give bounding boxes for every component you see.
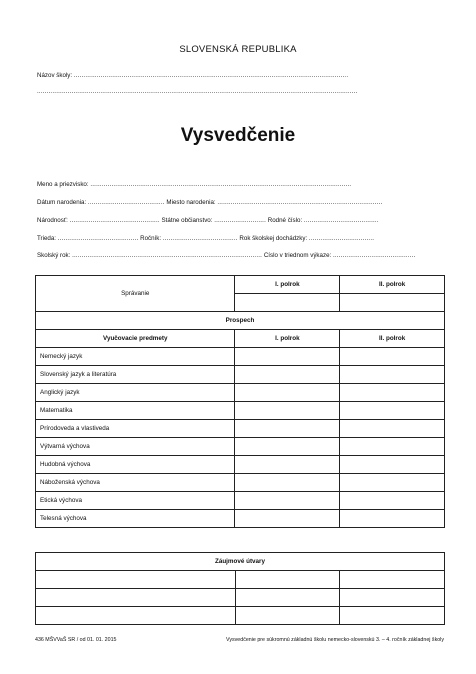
grade-cell-half1[interactable] bbox=[235, 474, 340, 492]
grade-cell-half2[interactable] bbox=[340, 456, 445, 474]
grade-cell-half2[interactable] bbox=[340, 402, 445, 420]
birth-place-label: Miesto narodenia: bbox=[166, 199, 216, 206]
grade-cell-half2[interactable] bbox=[340, 492, 445, 510]
behavior-label: Správanie bbox=[36, 276, 235, 312]
table-row bbox=[36, 420, 445, 438]
table-row bbox=[36, 510, 445, 528]
grades-table bbox=[35, 275, 445, 528]
grade-label: Ročník: bbox=[140, 235, 162, 242]
activity-half1-cell[interactable] bbox=[235, 589, 340, 607]
subject-name: Telesná výchova bbox=[36, 510, 235, 528]
behavior-half2-cell[interactable] bbox=[340, 294, 445, 312]
table-row bbox=[36, 366, 445, 384]
school-name-label: Názov školy: bbox=[37, 72, 73, 79]
behavior-half1-header: I. polrok bbox=[235, 276, 340, 294]
subject-name: Slovenský jazyk a literatúra bbox=[36, 366, 235, 384]
nationality-field[interactable]: ............................................... bbox=[69, 217, 160, 224]
school-year-field[interactable]: ................................................................................................... bbox=[72, 252, 263, 259]
subject-name: Náboženská výchova bbox=[36, 474, 235, 492]
behavior-half1-cell[interactable] bbox=[235, 294, 340, 312]
school-year-line bbox=[37, 252, 441, 260]
activities-heading: Záujmové útvary bbox=[36, 553, 445, 571]
fill-dots[interactable]: ............................................................................................................................................... bbox=[73, 72, 349, 79]
grade-cell-half1[interactable] bbox=[235, 366, 340, 384]
school-name-line-2[interactable]: ....................................................................................................................................................................... bbox=[37, 88, 358, 95]
birth-line bbox=[37, 199, 441, 207]
activity-half2-cell[interactable] bbox=[340, 607, 445, 625]
prospech-heading: Prospech bbox=[36, 312, 445, 330]
grade-cell-half1[interactable] bbox=[235, 438, 340, 456]
birth-place-field[interactable]: ...................................................................................... bbox=[217, 199, 383, 206]
grade-cell-half2[interactable] bbox=[340, 474, 445, 492]
table-row bbox=[36, 438, 445, 456]
register-number-field[interactable]: ........................................... bbox=[332, 252, 416, 259]
subject-name: Matematika bbox=[36, 402, 235, 420]
class-label: Trieda: bbox=[37, 235, 57, 242]
activity-cell[interactable] bbox=[36, 589, 236, 607]
class-field[interactable]: .......................................... bbox=[57, 235, 139, 242]
footer-right: Vysvedčenie pre súkromnú základnú školu nemecko-slovenskú 3. – 4. ročník základnej školy bbox=[226, 637, 444, 643]
grade-cell-half2[interactable] bbox=[340, 384, 445, 402]
grade-cell-half1[interactable] bbox=[235, 456, 340, 474]
subject-name: Prírodoveda a vlastiveda bbox=[36, 420, 235, 438]
table-row bbox=[36, 384, 445, 402]
name-label: Meno a priezvisko: bbox=[37, 181, 89, 188]
activity-cell[interactable] bbox=[36, 571, 236, 589]
subject-name: Výtvarná výchova bbox=[36, 438, 235, 456]
birth-number-label: Rodné číslo: bbox=[267, 217, 303, 224]
activities-table bbox=[35, 552, 445, 625]
nationality-line bbox=[37, 217, 441, 225]
grade-cell-half2[interactable] bbox=[340, 438, 445, 456]
grade-field[interactable]: ....................................... bbox=[162, 235, 238, 242]
table-row bbox=[36, 492, 445, 510]
subjects-header: Vyučovacie predmety bbox=[36, 330, 235, 348]
activity-cell[interactable] bbox=[36, 607, 236, 625]
grades-half2-header: II. polrok bbox=[340, 330, 445, 348]
activity-half2-cell[interactable] bbox=[340, 589, 445, 607]
activity-half1-cell[interactable] bbox=[235, 607, 340, 625]
grade-cell-half1[interactable] bbox=[235, 402, 340, 420]
document-title: Vysvedčenie bbox=[180, 125, 296, 146]
grade-cell-half2[interactable] bbox=[340, 366, 445, 384]
attendance-year-label: Rok školskej dochádzky: bbox=[239, 235, 308, 242]
birth-date-field[interactable]: ........................................ bbox=[87, 199, 165, 206]
name-line bbox=[37, 181, 441, 189]
grade-cell-half1[interactable] bbox=[235, 384, 340, 402]
subject-name: Hudobná výchova bbox=[36, 456, 235, 474]
table-row bbox=[36, 348, 445, 366]
subject-name: Etická výchova bbox=[36, 492, 235, 510]
grade-cell-half2[interactable] bbox=[340, 510, 445, 528]
birth-date-label: Dátum narodenia: bbox=[37, 199, 87, 206]
grade-cell-half2[interactable] bbox=[340, 420, 445, 438]
table-row bbox=[36, 474, 445, 492]
grade-cell-half1[interactable] bbox=[235, 348, 340, 366]
school-name-line bbox=[37, 72, 441, 80]
grade-cell-half1[interactable] bbox=[235, 420, 340, 438]
grade-cell-half1[interactable] bbox=[235, 510, 340, 528]
subject-name: Nemecký jazyk bbox=[36, 348, 235, 366]
birth-number-field[interactable]: ....................................... bbox=[303, 217, 379, 224]
table-row bbox=[36, 402, 445, 420]
class-line bbox=[37, 235, 441, 243]
table-row bbox=[36, 456, 445, 474]
nationality-label: Národnosť: bbox=[37, 217, 68, 224]
name-field[interactable]: ........................................................................................................................................ bbox=[90, 181, 352, 188]
table-row bbox=[36, 571, 445, 589]
grades-half1-header: I. polrok bbox=[235, 330, 340, 348]
activity-half2-cell[interactable] bbox=[340, 571, 445, 589]
school-year-label: Školský rok: bbox=[37, 252, 71, 259]
grade-cell-half1[interactable] bbox=[235, 492, 340, 510]
attendance-year-field[interactable]: .................................. bbox=[308, 235, 375, 242]
behavior-half2-header: II. polrok bbox=[340, 276, 445, 294]
activity-half1-cell[interactable] bbox=[235, 571, 340, 589]
table-row bbox=[36, 589, 445, 607]
republic-heading: SLOVENSKÁ REPUBLIKA bbox=[179, 44, 297, 55]
grade-cell-half2[interactable] bbox=[340, 348, 445, 366]
subject-name: Anglický jazyk bbox=[36, 384, 235, 402]
register-number-label: Číslo v triednom výkaze: bbox=[263, 252, 332, 259]
citizenship-label: Štátne občianstvo: bbox=[161, 217, 213, 224]
citizenship-field[interactable]: ........................... bbox=[214, 217, 267, 224]
footer-left: 436 MŠVVaŠ SR / od 01. 01. 2015 bbox=[35, 637, 117, 643]
table-row bbox=[36, 607, 445, 625]
